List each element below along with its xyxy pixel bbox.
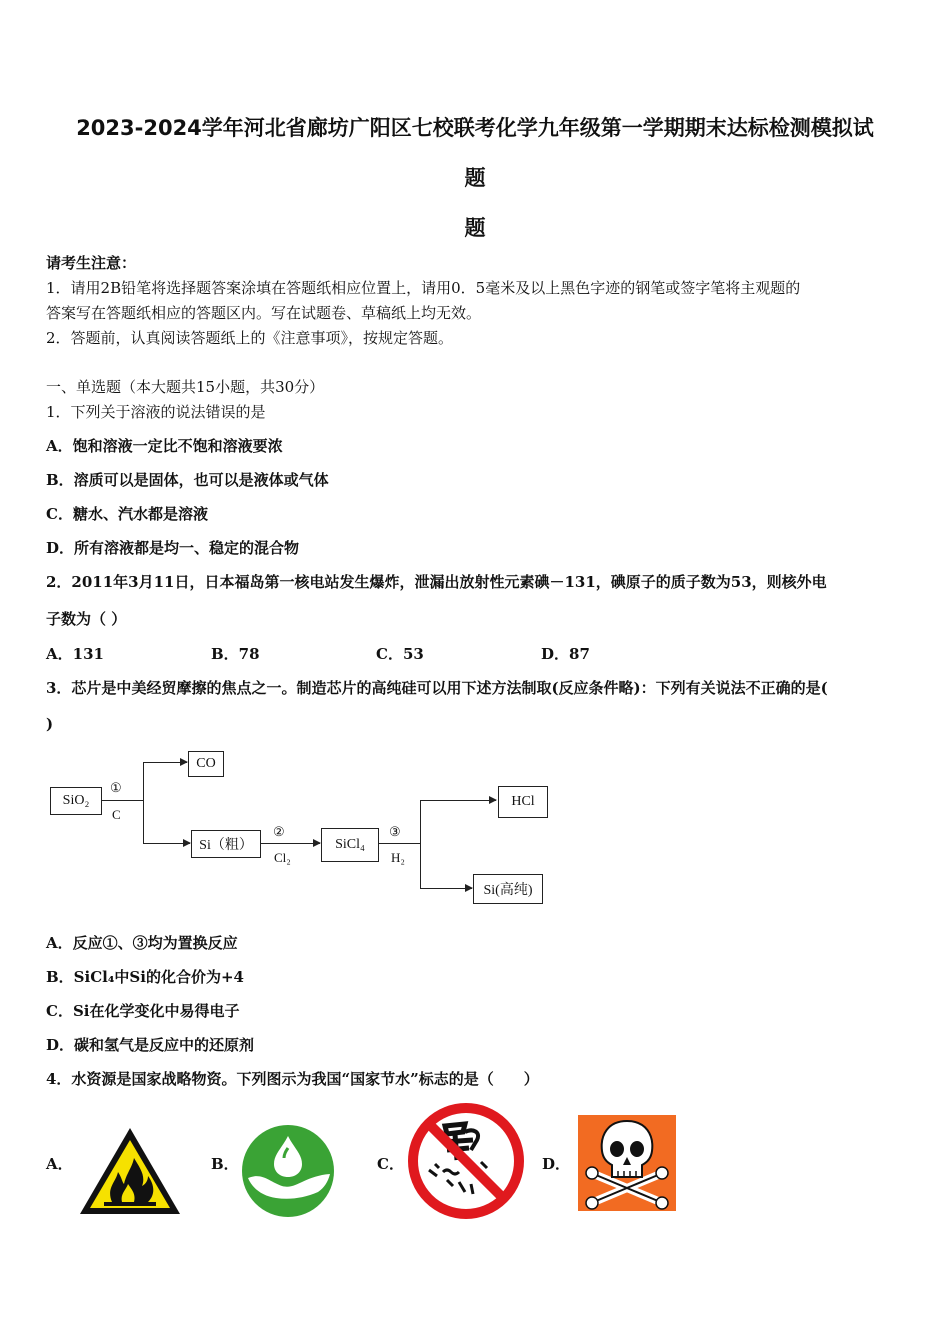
q1-option-a: A．饱和溶液一定比不饱和溶液要浓 <box>46 437 283 455</box>
q2-stem-a: 2．2011年3月11日，日本福岛第一核电站发生爆炸，泄漏出放射性元素碘－131，碘原子的质子数为53，则核外电 <box>46 573 827 591</box>
connector <box>143 762 144 843</box>
poison-skull-icon <box>578 1115 676 1211</box>
sicl4-box: SiCl₄ <box>321 828 379 862</box>
flammable-warning-icon <box>76 1124 184 1218</box>
hcl-box: HCl <box>498 786 548 818</box>
q4-label-b: B． <box>211 1155 239 1173</box>
q4-label-c: C． <box>377 1155 404 1173</box>
step3-label: ③ <box>389 824 401 839</box>
q2-option-b: B．78 <box>211 645 260 663</box>
q3-option-a: A．反应①、③均为置换反应 <box>46 934 238 952</box>
arrow-to-si-crude <box>143 843 190 844</box>
arrow-to-sicl4 <box>260 843 320 844</box>
arrow-to-si-pure <box>420 888 472 889</box>
step2-label: ② <box>273 824 285 839</box>
q3-option-b: B．SiCl₄中Si的化合价为+4 <box>46 968 244 986</box>
q4-label-a: A． <box>46 1155 73 1173</box>
sio2-box: SiO₂ <box>50 787 102 815</box>
step1-label: ① <box>110 780 122 795</box>
water-saving-logo-icon <box>240 1124 336 1218</box>
q2-option-c: C．53 <box>376 645 424 663</box>
notice-item2: 2．答题前，认真阅读答题纸上的《注意事项》，按规定答题。 <box>46 329 454 347</box>
no-littering-prohibition-icon <box>407 1102 525 1220</box>
section-heading: 一、单选题（本大题共15小题，共30分） <box>46 378 325 396</box>
si-crude-box: Si（粗） <box>191 830 261 858</box>
silicon-process-diagram <box>46 745 566 915</box>
q1-stem: 1．下列关于溶液的说法错误的是 <box>46 403 266 421</box>
q1-option-c: C．糖水、汽水都是溶液 <box>46 505 208 523</box>
q2-option-a: A．131 <box>46 645 104 663</box>
q4-stem: 4．水资源是国家战略物资。下列图示为我国“国家节水”标志的是（ ） <box>46 1070 539 1088</box>
exam-title-line1: 2023-2024学年河北省廊坊广阳区七校联考化学九年级第一学期期末达标检测模拟试 <box>76 116 874 140</box>
arrow-to-co <box>143 762 187 763</box>
q3-stem-b: ) <box>46 715 54 733</box>
q3-stem-a: 3．芯片是中美经贸摩擦的焦点之一。制造芯片的高纯硅可以用下述方法制取(反应条件略)：下列有关说法不正确的是( <box>46 679 828 697</box>
exam-title-line3: 题 <box>464 216 486 240</box>
cond1-label: C <box>112 807 121 822</box>
connector <box>420 800 421 888</box>
exam-title-line2: 题 <box>464 166 486 190</box>
connector <box>378 843 420 844</box>
q1-option-d: D．所有溶液都是均一、稳定的混合物 <box>46 539 300 557</box>
si-pure-box: Si(高纯) <box>473 874 543 904</box>
q3-option-d: D．碳和氢气是反应中的还原剂 <box>46 1036 255 1054</box>
notice-item1-b: 答案写在答题纸相应的答题区内。写在试题卷、草稿纸上均无效。 <box>46 304 482 322</box>
cond3-label: H₂ <box>391 850 405 865</box>
q3-option-c: C．Si在化学变化中易得电子 <box>46 1002 240 1020</box>
q1-option-b: B．溶质可以是固体，也可以是液体或气体 <box>46 471 329 489</box>
co-box: CO <box>188 751 224 777</box>
cond2-label: Cl₂ <box>274 850 291 865</box>
arrow-to-hcl <box>420 800 496 801</box>
notice-heading: 请考生注意： <box>46 254 137 272</box>
q2-stem-b: 子数为（ ） <box>46 610 127 628</box>
q4-label-d: D． <box>542 1155 571 1173</box>
notice-item1-a: 1．请用2B铅笔将选择题答案涂填在答题纸相应位置上，请用0．5毫米及以上黑色字迹的钢笔或签字笔将主观题的 <box>46 279 801 297</box>
q2-option-d: D．87 <box>541 645 590 663</box>
connector <box>101 800 143 801</box>
